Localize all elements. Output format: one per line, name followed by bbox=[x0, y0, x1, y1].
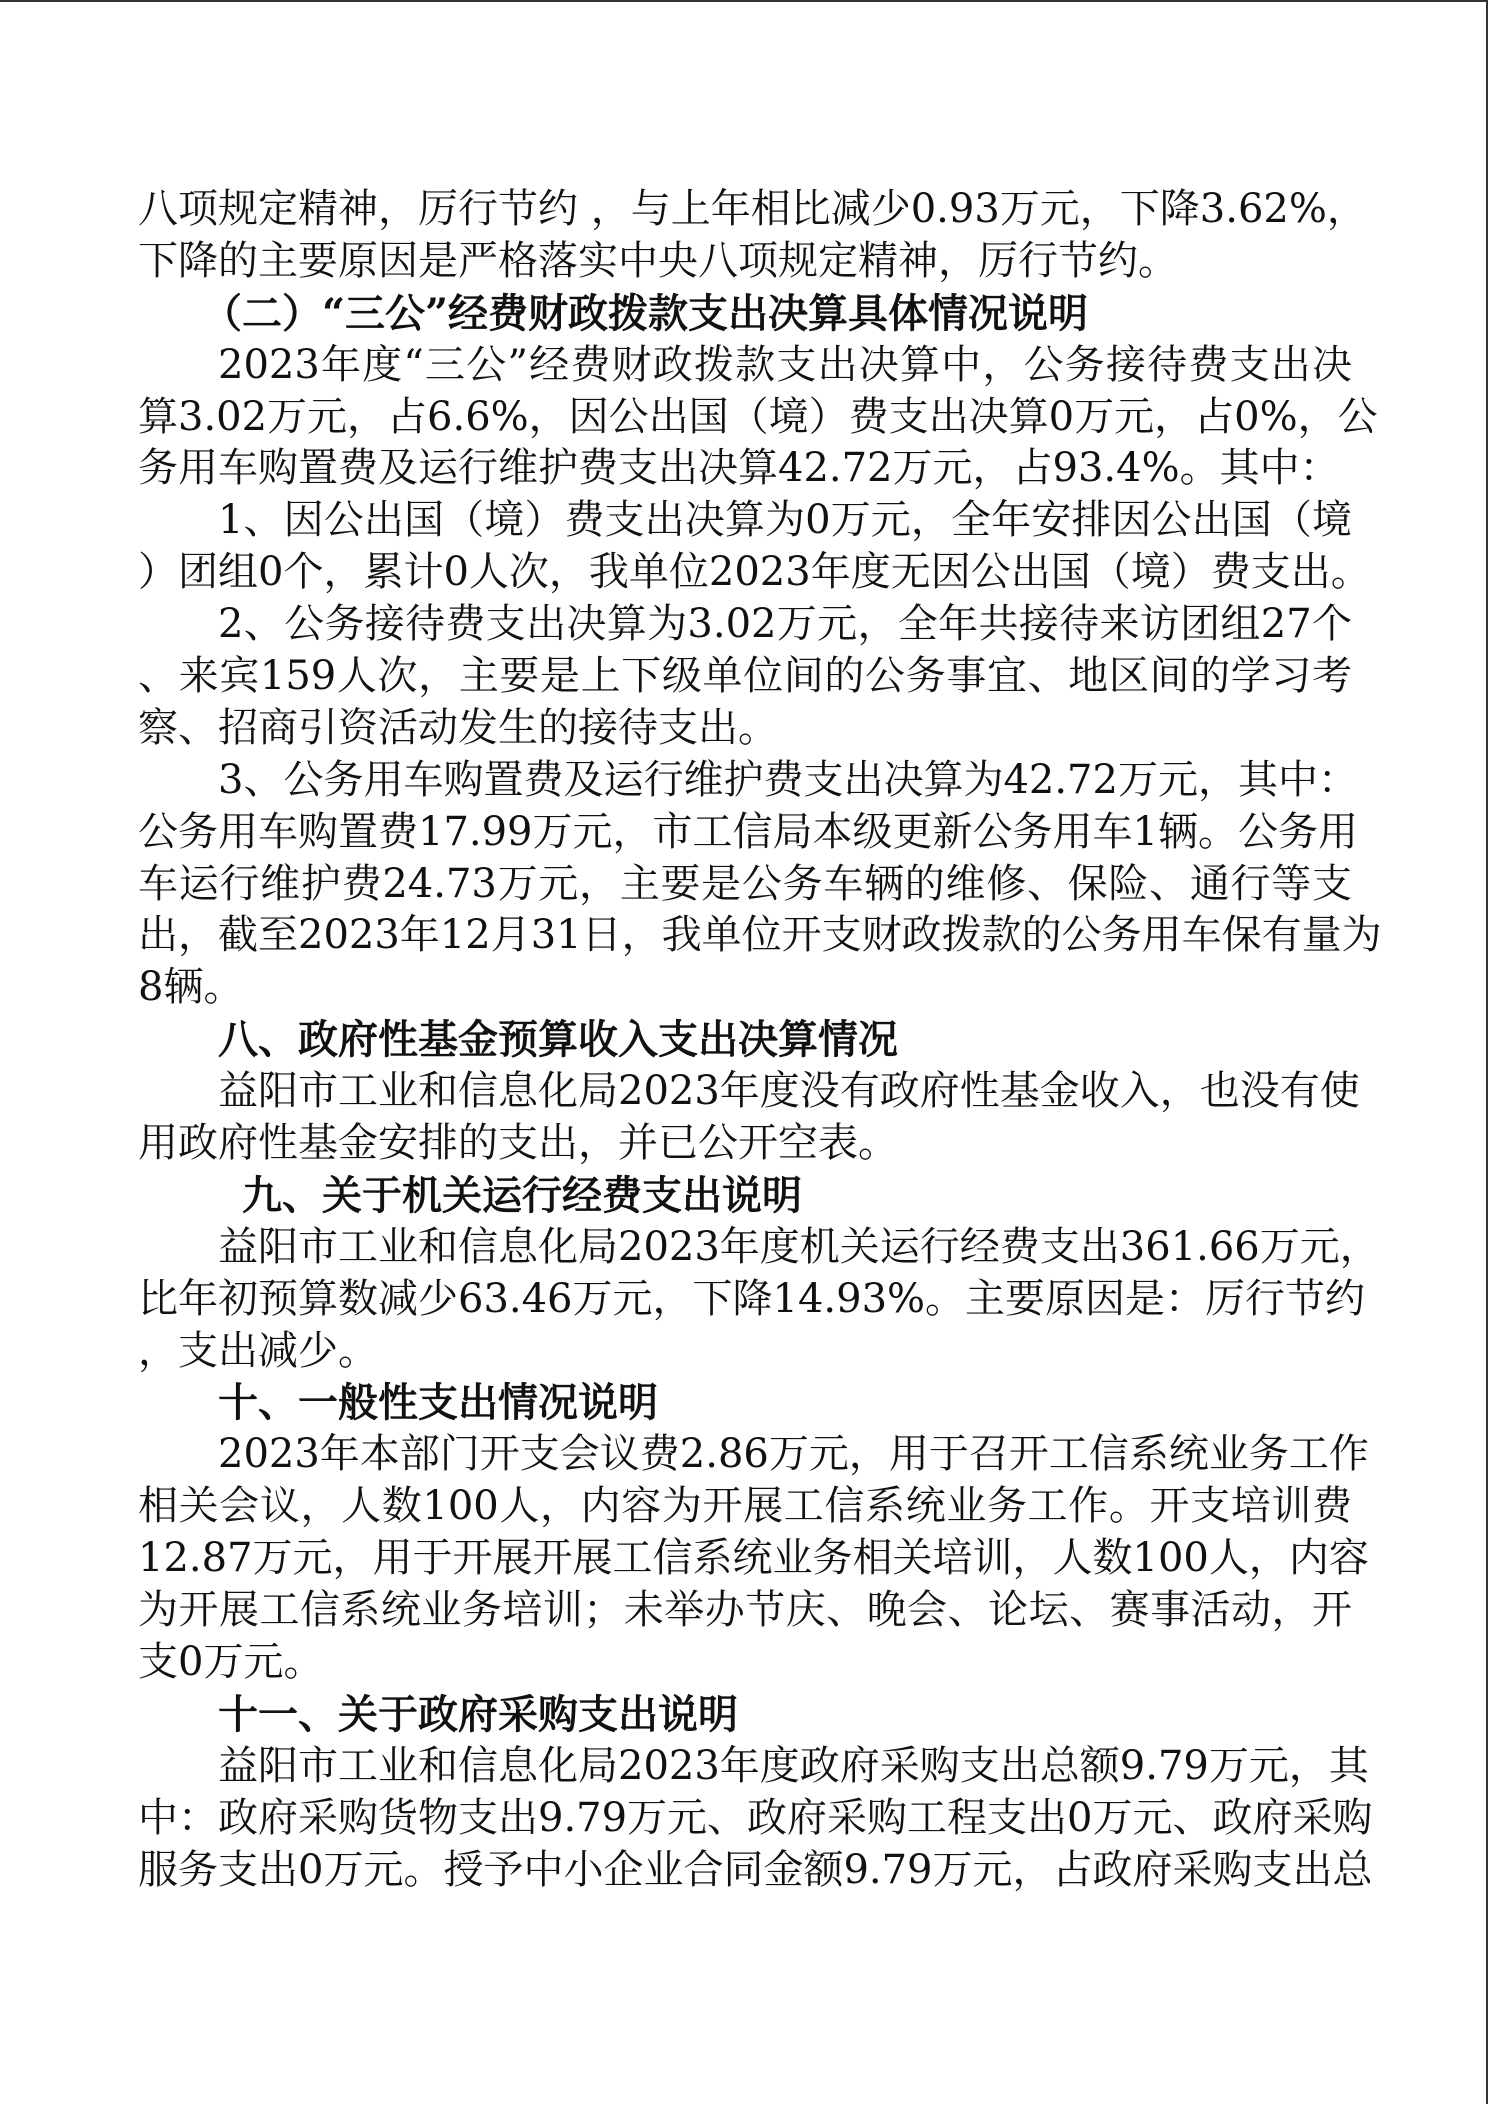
paragraph-line: 3、公务用车购置费及运行维护费支出决算为42.72万元，其中： bbox=[218, 756, 1358, 803]
paragraph-line: ，支出减少。 bbox=[138, 1327, 378, 1374]
paragraph-line: 2、公务接待费支出决算为3.02万元，全年共接待来访团组27个 bbox=[218, 601, 1352, 648]
paragraph-line: 服务支出0万元。授予中小企业合同金额9.79万元，占政府采购支出总 bbox=[138, 1846, 1373, 1893]
paragraph-line: 务用车购置费及运行维护费支出决算42.72万元，占93.4%。其中： bbox=[138, 445, 1340, 492]
heading-office-operating-expenses: 九、关于机关运行经费支出说明 bbox=[242, 1171, 802, 1219]
heading-general-expenditure: 十、一般性支出情况说明 bbox=[218, 1379, 658, 1427]
paragraph-line: 下降的主要原因是严格落实中央八项规定精神，厉行节约。 bbox=[138, 237, 1178, 284]
paragraph-line: 用政府性基金安排的支出，并已公开空表。 bbox=[138, 1120, 898, 1167]
paragraph-line: 2023年本部门开支会议费2.86万元，用于召开工信系统业务工作 bbox=[218, 1431, 1369, 1478]
paragraph-line: 为开展工信系统业务培训；未举办节庆、晚会、论坛、赛事活动，开 bbox=[138, 1587, 1352, 1634]
paragraph-line: 2023年度“三公”经费财政拨款支出决算中，公务接待费支出决 bbox=[218, 341, 1352, 388]
paragraph-line: 相关会议，人数100人，内容为开展工信系统业务工作。开支培训费 bbox=[138, 1483, 1352, 1530]
heading-three-public-funds-details: （二）“三公”经费财政拨款支出决算具体情况说明 bbox=[202, 289, 1089, 337]
paragraph-line: 公务用车购置费17.99万元，市工信局本级更新公务用车1辆。公务用 bbox=[138, 808, 1358, 855]
paragraph-line: 12.87万元，用于开展开展工信系统业务相关培训，人数100人，内容 bbox=[138, 1535, 1369, 1582]
paragraph-line: 8辆。 bbox=[138, 964, 244, 1011]
paragraph-line: 八项规定精神，厉行节约 ，与上年相比减少0.93万元，下降3.62%， bbox=[138, 186, 1367, 232]
paragraph-line: 1、因公出国（境）费支出决算为0万元，全年安排因公出国（境 bbox=[218, 497, 1352, 544]
paragraph-line: 益阳市工业和信息化局2023年度没有政府性基金收入，也没有使 bbox=[218, 1068, 1360, 1115]
heading-government-fund-budget: 八、政府性基金预算收入支出决算情况 bbox=[218, 1016, 898, 1064]
paragraph-line: 出，截至2023年12月31日，我单位开支财政拨款的公务用车保有量为 bbox=[138, 912, 1382, 959]
paragraph-line: 车运行维护费24.73万元，主要是公务车辆的维修、保险、通行等支 bbox=[138, 860, 1352, 907]
paragraph-line: 算3.02万元，占6.6%，因公出国（境）费支出决算0万元，占0%，公 bbox=[138, 393, 1378, 440]
paragraph-line: 察、招商引资活动发生的接待支出。 bbox=[138, 704, 778, 751]
document-body bbox=[138, 184, 1382, 1896]
paragraph-line: ）团组0个，累计0人次，我单位2023年度无因公出国（境）费支出。 bbox=[138, 549, 1371, 596]
heading-government-procurement: 十一、关于政府采购支出说明 bbox=[218, 1690, 738, 1738]
paragraph-line: 益阳市工业和信息化局2023年度政府采购支出总额9.79万元，其 bbox=[218, 1742, 1369, 1789]
paragraph-line: 、来宾159人次，主要是上下级单位间的公务事宜、地区间的学习考 bbox=[138, 653, 1352, 700]
paragraph-line: 比年初预算数减少63.46万元，下降14.93%。主要原因是：厉行节约 bbox=[138, 1275, 1366, 1322]
paragraph-line: 支0万元。 bbox=[138, 1638, 324, 1685]
paragraph-line: 中：政府采购货物支出9.79万元、政府采购工程支出0万元、政府采购 bbox=[138, 1794, 1373, 1841]
paragraph-line: 益阳市工业和信息化局2023年度机关运行经费支出361.66万元， bbox=[218, 1223, 1380, 1270]
